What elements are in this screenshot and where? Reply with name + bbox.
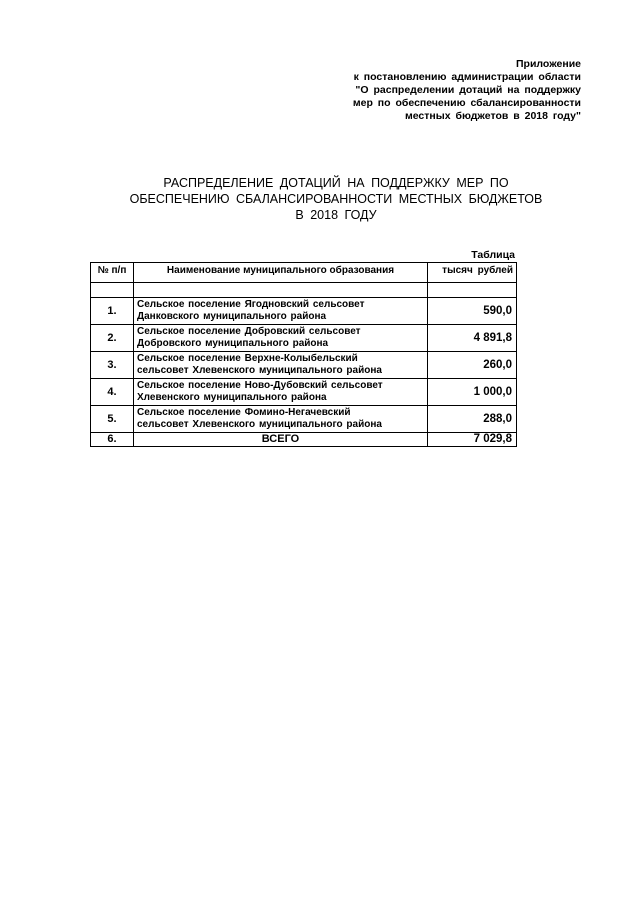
row-name [134,352,428,379]
row-name-line: Данковского муниципального района [137,311,327,322]
row-amount: 260,0 [428,352,517,379]
row-num: 5. [91,406,134,433]
table-total-row [91,433,517,447]
spacer-cell [91,283,134,298]
total-num: 6. [91,433,134,447]
title-line: ОБЕСПЕЧЕНИЮ СБАЛАНСИРОВАННОСТИ МЕСТНЫХ БЮДЖЕТОВ [129,192,543,206]
row-num: 4. [91,379,134,406]
table-row [91,379,517,406]
row-name [134,325,428,352]
table-row [91,325,517,352]
table-label: Таблица [471,249,515,261]
appendix-line: к постановлению администрации области [353,71,581,83]
row-name-line: Сельское поселение Добровский сельсовет [137,326,361,337]
row-amount: 288,0 [428,406,517,433]
appendix-line: "О распределении дотаций на поддержку [355,84,581,96]
total-amount: 7 029,8 [428,433,517,447]
table-row [91,352,517,379]
spacer-cell [134,283,428,298]
row-name-line: Сельское поселение Ягодновский сельсовет [137,299,365,310]
appendix-note [221,58,581,123]
row-amount: 4 891,8 [428,325,517,352]
spacer-cell [428,283,517,298]
row-name-line: Сельское поселение Верхне-Колыбельский [137,353,358,364]
row-name-line: Сельское поселение Ново-Дубовский сельсовет [137,380,383,391]
appendix-line: Приложение [515,58,581,70]
table-row [91,298,517,325]
row-name-line: сельсовет Хлевенского муниципального района [137,365,382,376]
row-num: 3. [91,352,134,379]
appendix-line: местных бюджетов в 2018 году" [404,110,581,122]
row-name-line: сельсовет Хлевенского муниципального района [137,419,382,430]
row-name [134,298,428,325]
row-amount: 590,0 [428,298,517,325]
row-name [134,379,428,406]
row-num: 1. [91,298,134,325]
title-line: В 2018 ГОДУ [295,208,377,222]
appendix-line: мер по обеспечению сбалансированности [352,97,581,109]
document-title [0,175,640,223]
title-line: РАСПРЕДЕЛЕНИЕ ДОТАЦИЙ НА ПОДДЕРЖКУ МЕР ПО [163,176,509,190]
total-label: ВСЕГО [134,433,428,447]
row-amount: 1 000,0 [428,379,517,406]
subsidy-table [90,262,517,447]
table-row [91,406,517,433]
header-amount: тысяч рублей [428,263,517,283]
header-name: Наименование муниципального образования [134,263,428,283]
table-spacer-row [91,283,517,298]
row-name-line: Добровского муниципального района [137,338,329,349]
row-num: 2. [91,325,134,352]
row-name [134,406,428,433]
table-header-row [91,263,517,283]
row-name-line: Хлевенского муниципального района [137,392,327,403]
header-num: № п/п [91,263,134,283]
row-name-line: Сельское поселение Фомино-Негачевский [137,407,351,418]
